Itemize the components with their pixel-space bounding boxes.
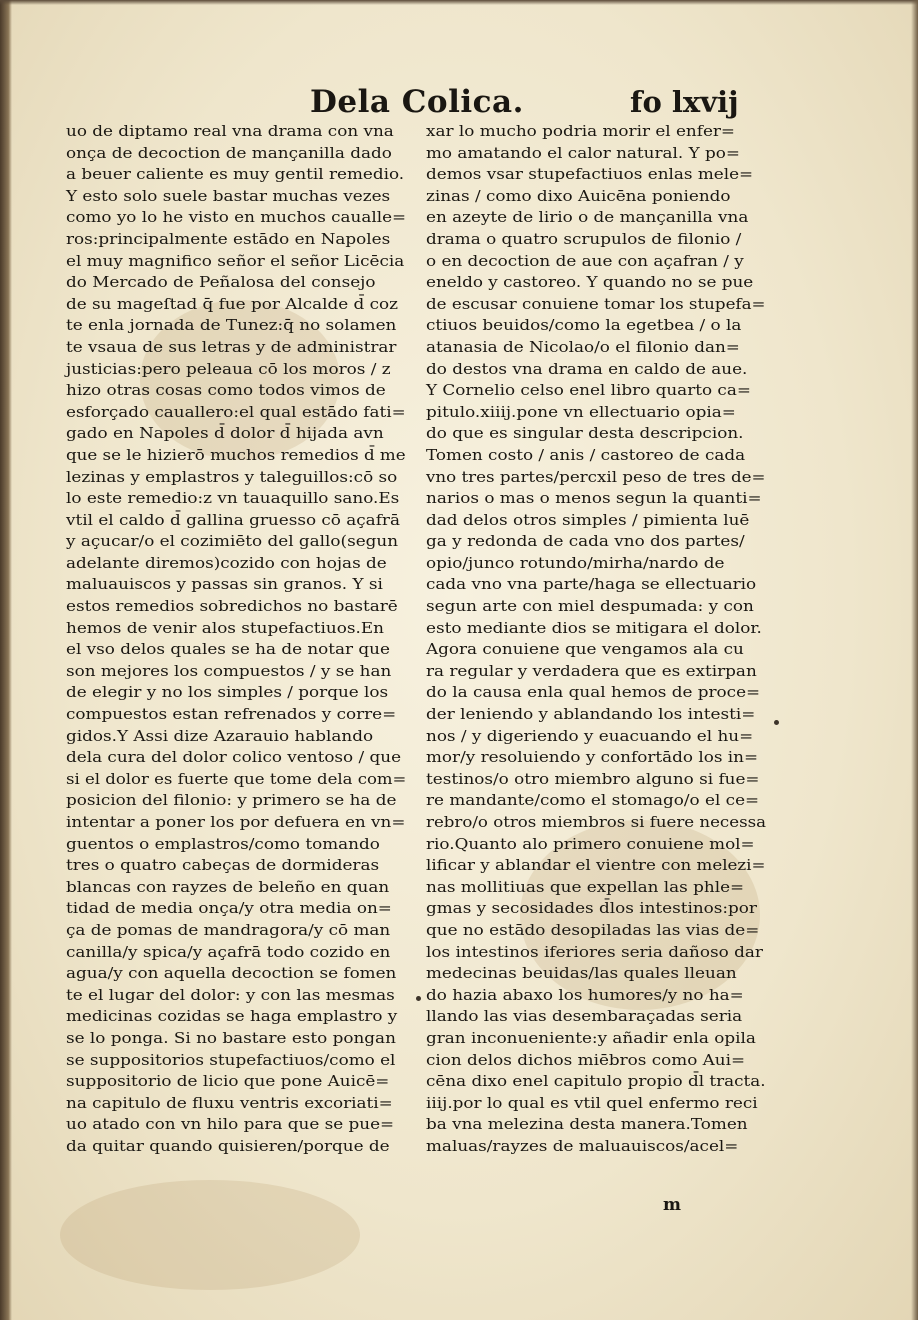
text-line: te enla jornada de Tunez:q̄ no solamen <box>66 316 397 335</box>
text-line: que se le hizierō muchos remedios d̄ me <box>66 445 406 464</box>
text-line: esforçado cauallero:el qual estādo fati= <box>66 402 406 421</box>
text-line: Tomen costo / anis / castoreo de cada <box>426 445 746 464</box>
text-column-left <box>66 121 406 1158</box>
text-line: se lo ponga. Si no bastare esto pongan <box>66 1028 396 1047</box>
text-line: mo amatando el calor natural. Y po= <box>426 143 740 162</box>
text-line: gidos.Y Assi dize Azarauio hablando <box>66 726 374 745</box>
text-line: adelante diremos)cozido con hojas de <box>66 553 387 572</box>
text-column-right <box>426 121 766 1158</box>
text-line: der leniendo y ablandando los intesti= <box>426 705 756 724</box>
binding-edge-top <box>0 0 918 5</box>
text-line: zinas / como dixo Auicēna poniendo <box>426 186 731 205</box>
text-line: esto mediante dios se mitigara el dolor. <box>426 618 762 637</box>
text-line: Y esto solo suele bastar muchas vezes <box>66 186 391 205</box>
text-line: llando las vias desembaraçadas seria <box>426 1007 743 1026</box>
text-line: vno tres partes/percxil peso de tres de= <box>426 467 766 486</box>
text-line: guentos o emplastros/como tomando <box>66 834 380 853</box>
text-line: posicion del filonio: y primero se ha de <box>66 791 397 810</box>
text-line: el muy magnifico señor el señor Licēcia <box>66 251 405 270</box>
text-line: do hazia abaxo los humores/y no ha= <box>426 985 744 1004</box>
text-line: el vso delos quales se ha de notar que <box>66 640 390 659</box>
text-line: narios o mas o menos segun la quanti= <box>426 489 762 508</box>
text-line: ros:principalmente estādo en Napoles <box>66 229 391 248</box>
text-line: cada vno vna parte/haga se ellectuario <box>426 575 757 594</box>
text-line: de su mageſtad q̄ fue por Alcalde d̄ coz <box>66 294 399 313</box>
text-line: son mejores los compuestos / y se han <box>66 661 392 680</box>
folio-number: fo lxvij <box>630 85 739 119</box>
text-line: ba vna melezina desta manera.Tomen <box>426 1115 748 1134</box>
text-line: hizo otras cosas como todos vimos de <box>66 381 386 400</box>
text-line: hemos de venir alos stupefactiuos.En <box>66 618 384 637</box>
text-line: uo atado con vn hilo para que se pue= <box>66 1115 395 1134</box>
text-line: vtil el caldo d̄ gallina gruesso cō açafrā <box>66 510 400 529</box>
text-line: se suppositorios stupefactiuos/como el <box>66 1050 396 1069</box>
text-line: do que es singular desta descripcion. <box>426 424 744 443</box>
text-line: do la causa enla qual hemos de proce= <box>426 683 761 702</box>
text-line: opio/junco rotundo/mirha/nardo de <box>426 553 725 572</box>
page-header <box>300 80 770 124</box>
text-line: ga y redonda de cada vno dos partes/ <box>426 532 745 551</box>
text-line: canilla/y spica/y açafrā todo cozido en <box>66 942 391 961</box>
text-line: cion delos dichos miēbros como Aui= <box>426 1050 746 1069</box>
text-line: y açucar/o el cozimiēto del gallo(segun <box>66 532 399 551</box>
text-line: re mandante/como el stomago/o el ce= <box>426 791 760 810</box>
text-line: dad delos otros simples / pimienta luē <box>426 510 750 529</box>
paper-stain <box>60 1180 360 1290</box>
text-line: estos remedios sobredichos no bastarē <box>66 597 398 616</box>
text-line: nos / y digeriendo y euacuando el hu= <box>426 726 754 745</box>
text-line: de elegir y no los simples / porque los <box>66 683 389 702</box>
text-line: en azeyte de lirio o de mançanilla vna <box>426 208 749 227</box>
text-line: pitulo.xiiij.pone vn ellectuario opia= <box>426 402 736 421</box>
text-line: rebro/o otros miembros si fuere necessa <box>426 813 767 831</box>
text-line: rio.Quanto alo primero conuiene mol= <box>426 834 755 853</box>
text-line: tres o quatro cabeças de dormideras <box>66 856 380 875</box>
text-line: eneldo y castoreo. Y quando no se pue <box>426 273 754 292</box>
signature-mark: m <box>663 1195 681 1215</box>
text-line: nas mollitiuas que expellan las phle= <box>426 877 745 896</box>
text-line: Y Cornelio celso enel libro quarto ca= <box>426 381 751 400</box>
text-line: los intestinos iferiores seria dañoso dar <box>426 942 763 961</box>
text-line: te vsaua de sus letras y de administrar <box>66 337 397 356</box>
text-line: lezinas y emplastros y taleguillos:cō so <box>66 467 398 486</box>
text-line: que no estādo desopiladas las vias de= <box>426 920 760 939</box>
text-line: do destos vna drama en caldo de aue. <box>426 359 748 378</box>
text-line: ra regular y verdadera que es extirpan <box>426 661 757 680</box>
text-line: a beuer caliente es muy gentil remedio. <box>66 165 405 184</box>
text-line: suppositorio de licio que pone Auicē= <box>66 1072 390 1091</box>
text-line: lificar y ablandar el vientre con melezi= <box>426 856 766 875</box>
text-line: maluas/rayzes de maluauiscos/acel= <box>426 1136 739 1155</box>
text-line: drama o quatro scrupulos de filonio / <box>426 229 742 248</box>
text-line: testinos/o otro miembro alguno si fue= <box>426 769 760 788</box>
text-line: uo de diptamo real vna drama con vna <box>66 122 394 140</box>
text-line: gmas y secosidades d̄los intestinos:por <box>426 899 757 918</box>
text-line: blancas con rayzes de beleño en quan <box>66 877 390 896</box>
margin-dot <box>416 996 421 1001</box>
text-line: demos vsar stupefactiuos enlas mele= <box>426 165 754 184</box>
text-line: segun arte con miel despumada: y con <box>426 597 754 616</box>
text-line: cēna dixo enel capitulo propio d̄l tracta. <box>426 1072 766 1091</box>
text-line: dela cura del dolor colico ventoso / que <box>66 748 402 767</box>
text-line: ctiuos beuidos/como la egetbea / o la <box>426 316 742 335</box>
text-line: compuestos estan refrenados y corre= <box>66 705 397 724</box>
text-line: intentar a poner los por defuera en vn= <box>66 813 406 831</box>
text-line: xar lo mucho podria morir el enfer= <box>426 122 736 140</box>
text-line: como yo lo he visto en muchos caualle= <box>66 208 407 227</box>
binding-edge-left <box>0 0 12 1320</box>
text-line: gado en Napoles d̄ dolor d̄ hijada avn <box>66 424 384 443</box>
text-line: de escusar conuiene tomar los stupefa= <box>426 294 766 313</box>
text-line: Agora conuiene que vengamos ala cu <box>426 640 744 659</box>
text-line: iiij.por lo qual es vtil quel enfermo reci <box>426 1093 758 1112</box>
text-line: o en decoction de aue con açafran / y <box>426 251 744 270</box>
text-line: justicias:pero peleaua cō los moros / z <box>66 359 391 378</box>
text-line: agua/y con aquella decoction se fomen <box>66 964 397 983</box>
binding-edge-right <box>911 0 918 1320</box>
text-line: maluauiscos y passas sin granos. Y si <box>66 575 383 594</box>
text-line: atanasia de Nicolao/o el filonio dan= <box>426 337 740 356</box>
text-line: tidad de media onça/y otra media on= <box>66 899 392 918</box>
text-line: mor/y resoluiendo y confortādo los in= <box>426 748 759 767</box>
text-line: lo este remedio:z vn tauaquillo sano.Es <box>66 489 400 508</box>
text-line: na capitulo de fluxu ventris excoriati= <box>66 1093 393 1112</box>
text-line: medicinas cozidas se haga emplastro y <box>66 1007 398 1026</box>
text-line: onça de decoction de mançanilla dado <box>66 143 392 162</box>
text-line: do Mercado de Peñalosa del consejo <box>66 273 376 292</box>
text-line: si el dolor es fuerte que tome dela com= <box>66 769 407 788</box>
margin-dot <box>774 720 779 725</box>
text-line: te el lugar del dolor: y con las mesmas <box>66 985 395 1004</box>
text-line: gran inconueniente:y añadir enla opila <box>426 1028 756 1047</box>
text-line: ça de pomas de mandragora/y cō man <box>66 920 391 939</box>
text-line: da quitar quando quisieren/porque de <box>66 1136 390 1155</box>
text-line: medecinas beuidas/las quales lleuan <box>426 964 737 983</box>
running-title: Dela Colica. <box>310 84 524 120</box>
